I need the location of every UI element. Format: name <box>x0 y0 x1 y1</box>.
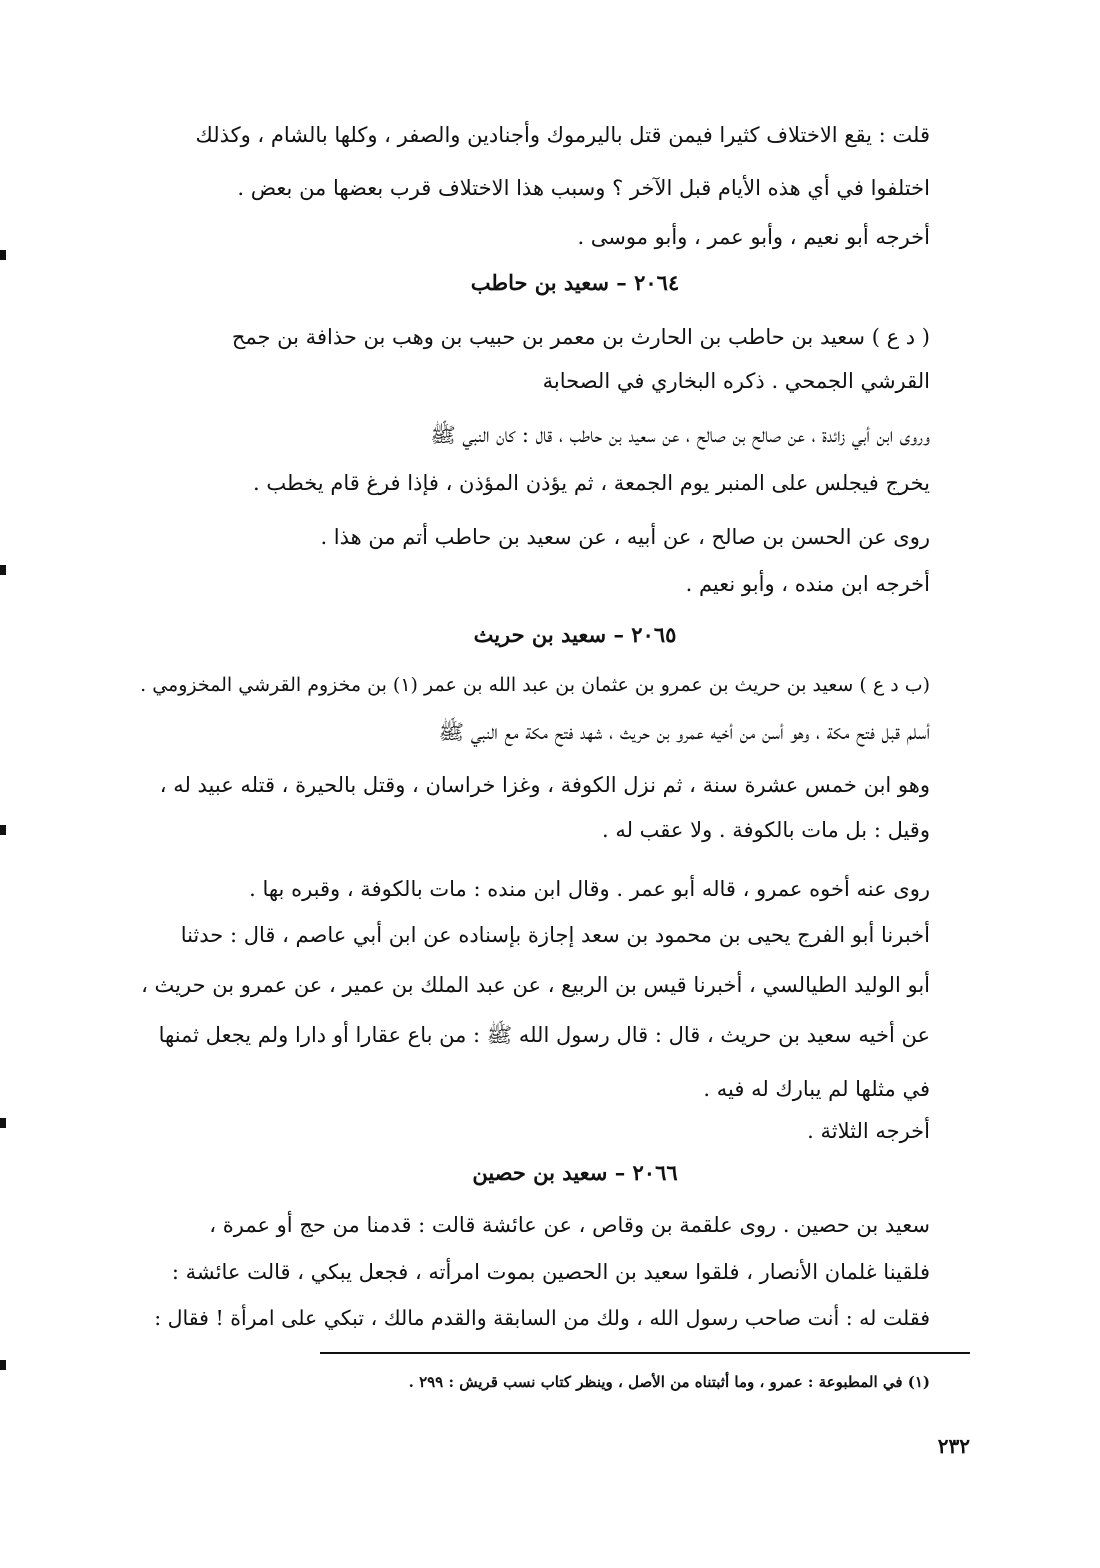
text-line: اختلفوا في أي هذه الأيام قبل الآخر ؟ وسبب هذا الاختلاف قرب بعضها من بعض . <box>237 176 930 200</box>
text-line: قلت : يقع الاختلاف كثيرا فيمن قتل باليرموك وأجنادين والصفر ، وكلها بالشام ، وكذلك <box>195 123 930 147</box>
entry-heading: ٢٠٦٦ – سعيد بن حصين <box>472 1160 678 1185</box>
text-line: أخرجه ابن منده ، وأبو نعيم . <box>685 572 930 596</box>
text-line: ( د ع ) سعيد بن حاطب بن الحارث بن معمر بن حبيب بن وهب بن حذافة بن جمح <box>231 325 930 349</box>
entry-heading: ٢٠٦٥ – سعيد بن حريث <box>473 622 677 647</box>
text-line: أسلم قبل فتح مكة ، وهو أسن من أخيه عمرو بن حريث ، شهد فتح مكة مع النبي ﷺ <box>438 720 930 744</box>
entry-heading: ٢٠٦٤ – سعيد بن حاطب <box>470 270 680 295</box>
text-line: أخرجه أبو نعيم ، وأبو عمر ، وأبو موسى . <box>577 225 930 249</box>
text-line: سعيد بن حصين . روى علقمة بن وقاص ، عن عائشة قالت : قدمنا من حج أو عمرة ، <box>209 1213 930 1237</box>
text-line: عن أخيه سعيد بن حريث ، قال : قال رسول الله ﷺ : من باع عقارا أو دارا ولم يجعل ثمنها <box>158 1023 930 1047</box>
text-line: القرشي الجمحي . ذكره البخاري في الصحابة <box>542 369 930 393</box>
text-line: فلقينا غلمان الأنصار ، فلقوا سعيد بن الحصين بموت امرأته ، فجعل يبكي ، قالت عائشة : <box>171 1260 930 1284</box>
text-line: في مثلها لم يبارك له فيه . <box>703 1077 930 1101</box>
scan-margin-mark <box>0 1360 6 1370</box>
scan-margin-mark <box>0 825 6 835</box>
text-line: روى عن الحسن بن صالح ، عن أبيه ، عن سعيد بن حاطب أتم من هذا . <box>320 525 930 549</box>
text-line: وهو ابن خمس عشرة سنة ، ثم نزل الكوفة ، وغزا خراسان ، وقتل بالحيرة ، قتله عبيد له ، <box>159 773 930 797</box>
text-line: أخبرنا أبو الفرج يحيى بن محمود بن سعد إجازة بإسناده عن ابن أبي عاصم ، قال : حدثنا <box>180 923 930 947</box>
scan-margin-mark <box>0 1118 6 1128</box>
text-line: أخرجه الثلاثة . <box>807 1119 930 1143</box>
text-line: وروى ابن أبي زائدة ، عن صالح بن صالح ، عن سعيد بن حاطب ، قال : كان النبي ﷺ <box>430 423 930 447</box>
footnote: (١) في المطبوعة : عمرو ، وما أثبتناه من الأصل ، وينظر كتاب نسب قريش : ٢٩٩ . <box>408 1373 930 1391</box>
text-line: (ب د ع ) سعيد بن حريث بن عمرو بن عثمان بن عبد الله بن عمر (١) بن مخزوم القرشي المخزومي . <box>140 674 930 696</box>
text-line: أبو الوليد الطيالسي ، أخبرنا قيس بن الربيع ، عن عبد الملك بن عمير ، عن عمرو بن حريث ، <box>141 973 930 997</box>
scan-margin-mark <box>0 565 6 575</box>
text-line: وقيل : بل مات بالكوفة . ولا عقب له . <box>601 818 930 842</box>
scan-margin-mark <box>0 250 6 260</box>
footnote-divider <box>320 1352 970 1354</box>
text-line: روى عنه أخوه عمرو ، قاله أبو عمر . وقال ابن منده : مات بالكوفة ، وقبره بها . <box>249 877 930 901</box>
text-line: فقلت له : أنت صاحب رسول الله ، ولك من السابقة والقدم مالك ، تبكي على امرأة ! فقال : <box>154 1306 930 1330</box>
page-number: ٢٣٢ <box>937 1434 970 1458</box>
text-line: يخرج فيجلس على المنبر يوم الجمعة ، ثم يؤذن المؤذن ، فإذا فرغ قام يخطب . <box>253 471 930 495</box>
